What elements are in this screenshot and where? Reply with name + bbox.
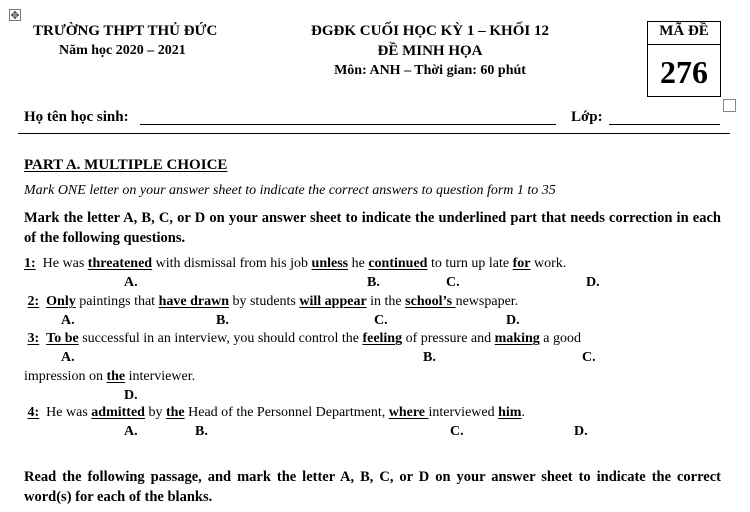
question-3-continuation: impression on the interviewer. [24,369,196,384]
q2-letter-a: A. [61,313,75,328]
q2-letter-c: C. [374,313,388,328]
student-name-line[interactable] [140,124,556,125]
q3-letter-c: C. [582,350,596,365]
underlined-a: Only [46,294,76,309]
q2-letter-b: B. [216,313,229,328]
question-4: 4: He was admitted by the Head of the Personnel Department, where interviewed him. [27,405,525,420]
underlined-c: continued [368,256,428,271]
part-a-title: PART A. MULTIPLE CHOICE [24,157,228,173]
underlined-d: school’s [405,294,456,309]
underlined-a: admitted [91,405,145,420]
school-name: TRƯỜNG THPT THỦ ĐỨC [33,23,218,39]
passage-instruction: Read the following passage, and mark the letter A, B, C, or D on your answer sheet to indicate the correct word(s) for each of the blanks. [24,469,721,505]
underlined-b: unless [311,256,349,271]
q1-letter-c: C. [446,275,460,290]
class-label: Lớp: [571,109,603,125]
question-1: 1: He was threatened with dismissal from his job unless he continued to turn up late for work. [24,256,567,271]
question-number: 2: [27,294,40,309]
class-line[interactable] [609,124,720,125]
underlined-a: To be [46,331,79,346]
part-a-instruction: Mark ONE letter on your answer sheet to indicate the correct answers to question form 1 to 35 [24,183,556,198]
exam-code-divider [648,44,720,45]
q1-letter-d: D. [586,275,600,290]
underlined-c: where [388,405,429,420]
underlined-d: him [498,405,522,420]
underlined-d: the [106,369,126,384]
question-number: 3: [27,331,40,346]
question-number: 4: [27,405,40,420]
underlined-b: the [165,405,185,420]
question-2: 2: Only paintings that have drawn by students will appear in the school’s newspaper. [27,294,519,309]
underlined-b: have drawn [158,294,229,309]
q3-letter-a: A. [61,350,75,365]
q3-letter-b: B. [423,350,436,365]
q2-letter-d: D. [506,313,520,328]
exam-code-label: MÃ ĐỀ [659,23,709,39]
underlined-c: making [494,331,540,346]
move-handle-icon[interactable]: ✥ [10,8,20,22]
underlined-d: for [512,256,531,271]
underlined-b: feeling [362,331,403,346]
question-number: 1: [24,256,36,271]
exam-code-box [647,21,721,97]
exam-code-value: 276 [660,54,708,90]
q4-letter-a: A. [124,424,138,439]
header-divider [18,133,730,134]
q1-letter-a: A. [124,275,138,290]
exam-title: ĐGĐK CUỐI HỌC KỲ 1 – KHỐI 12 [311,23,549,39]
anchor-box [723,99,736,112]
q4-letter-d: D. [574,424,588,439]
subject-time: Môn: ANH – Thời gian: 60 phút [334,63,526,78]
underlined-c: will appear [299,294,367,309]
q4-letter-c: C. [450,424,464,439]
exam-subtitle: ĐỀ MINH HỌA [377,43,483,59]
underlined-a: threatened [87,256,153,271]
q4-letter-b: B. [195,424,208,439]
q3-letter-d: D. [124,388,138,403]
q1-letter-b: B. [367,275,380,290]
section-instruction: Mark the letter A, B, C, or D on your answer sheet to indicate the underlined part that needs correction in each of the following questions. [24,210,721,246]
school-year: Năm học 2020 – 2021 [59,43,186,58]
question-3: 3: To be successful in an interview, you should control the feeling of pressure and making a good [27,331,581,346]
student-name-label: Họ tên học sinh: [24,109,129,125]
